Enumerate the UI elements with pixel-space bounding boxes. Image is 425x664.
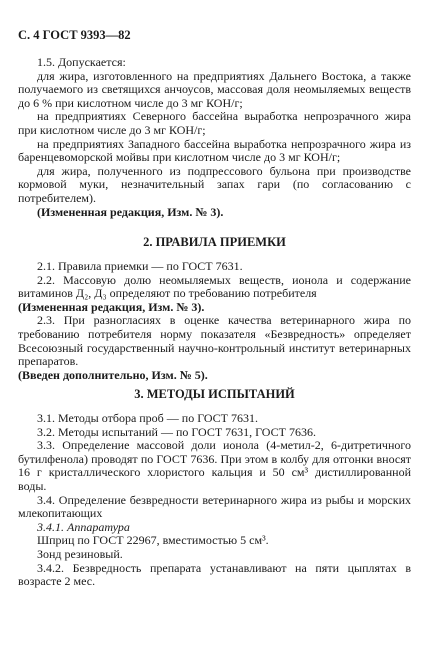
clause-2-2: 2.2. Массовую долю неомыляемых веществ, ионола и содержание витаминов Д₂, Д₃ определяют по требованию потребителя (18, 272, 411, 301)
allowance-west: на предприятиях Западного бассейна выработка непрозрачного жира из баренцевоморской мойвы при кислотном числе до 3 мг КОН/г; (18, 136, 411, 165)
section-2-title: 2. ПРАВИЛА ПРИЕМКИ (143, 235, 286, 249)
clause-3-4: 3.4. Определение безвредности ветеринарного жира из рыбы и морских млекопитающих (18, 492, 411, 521)
clause-3-2: 3.2. Методы испытаний — по ГОСТ 7631, ГОСТ 7636. (37, 424, 316, 439)
allowance-far-east: для жира, изготовленного на предприятиях Дальнего Востока, а также получаемого из светящихся анчоусов, массовая доля неомыляемых веществ до 6 % при кислотном числе до 3 мг КОН/г; (18, 68, 411, 110)
clause-3-1: 3.1. Методы отбора проб — по ГОСТ 7631. (37, 411, 258, 425)
amendment-note: (Введен дополнительно, Изм. № 5). (18, 367, 208, 382)
allowance-north: на предприятиях Северного бассейна выработка непрозрачного жира при кислотном числе до 3 мг КОН/г; (18, 109, 411, 137)
clause-1-5: 1.5. Допускается: (37, 55, 126, 69)
section-2 (18, 260, 411, 382)
page-header: С. 4 ГОСТ 9393—82 (18, 28, 131, 42)
syringe-item: Шприц по ГОСТ 22967, вместимостью 5 см³. (37, 533, 269, 548)
section-1-5 (18, 56, 411, 219)
section-3 (18, 412, 411, 589)
clause-2-1: 2.1. Правила приемки — по ГОСТ 7631. (37, 259, 243, 273)
section-3-title: 3. МЕТОДЫ ИСПЫТАНИЙ (134, 387, 295, 401)
clause-3-4-1: 3.4.1. Аппаратура (37, 519, 130, 534)
clause-3-4-2: 3.4.2. Безвредность препарата устанавливают на пяти цыплятах в возрасте 2 мес. (18, 560, 411, 589)
clause-2-3: 2.3. При разногласиях в оценке качества ветеринарного жира по требованию потребителя норму показателя «Безвредность» определяет Всесоюзный государственный научно-контрольный институт ветеринарных препаратов. (18, 313, 411, 369)
amendment-note: (Измененная редакция, Изм. № 3). (18, 299, 205, 314)
clause-3-3: 3.3. Определение массовой доли ионола (4-метил-2, 6-дитретичного бутилфенола) проводят по ГОСТ 7636. При этом в колбу для отгонки вносят 16 г кристаллического хлористого кальция и 50 см³ дистиллированной воды. (18, 438, 411, 493)
amendment-note: (Измененная редакция, Изм. № 3). (37, 204, 224, 219)
allowance-broth: для жира, полученного из подпрессового бульона при производстве кормовой муки, незначительный запах гари (по согласованию с потребителем). (18, 163, 411, 205)
probe-item: Зонд резиновый. (37, 546, 123, 561)
